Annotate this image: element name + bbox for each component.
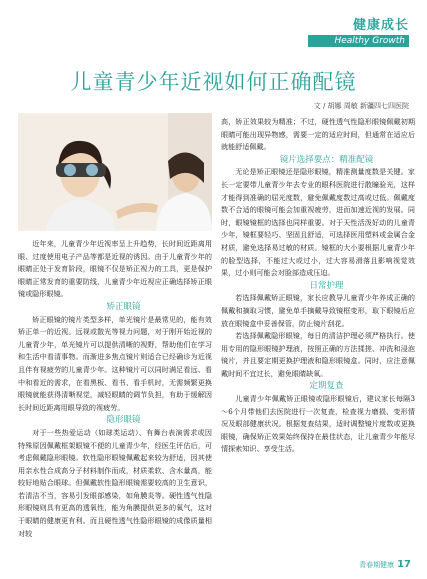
section-paragraph: 若选择佩戴隐形眼镜，每日的清洁护理必须严格执行。使用专用的隐形眼镜护理液，按照正确的方法揉搓、冲洗和浸泡镜片，并且要定期更换护理液和隐形眼镜盒。同时，应注意佩戴时间不宜过长，避免眼睛缺氧。 (221, 331, 415, 378)
article-column-right (221, 116, 415, 456)
column-title-en: Healthy Growth (308, 35, 409, 47)
section-paragraph: 儿童青少年佩戴矫正眼镜或隐形眼镜后，建议家长每隔3～6个月带他们去医院进行一次复查，检查视力磨损、变形情况及眼部健康状况。根据复查结果，适时调整镜片度数或更换眼镜，确保矫正效果始终保持在最佳状态，让儿童青少年能尽情探索知识、享受生活。 (221, 394, 415, 454)
eye-exam-illustration (18, 113, 212, 231)
section-heading-daily-care: 日常护理 (309, 280, 344, 291)
section-paragraph: 若选择佩戴矫正眼镜，家长应教导儿童青少年养成正确的佩戴和摘取习惯，避免单手摘戴导致镜框变形，取下眼镜后应放在眼镜盒中妥善保管，防止镜片刮花。 (221, 293, 415, 328)
column-tag (308, 14, 409, 47)
section-heading-contact-lenses: 隐形眼镜 (106, 415, 141, 426)
magazine-name: 青春期健康 (359, 561, 395, 569)
section-paragraph: 矫正眼镜的镜片类型多样，单光镜片是最常见的，能有效矫正单一的近视。远视或散光等视力问题，对于刚开始近视的儿童青少年，单光镜片可以提供清晰的视野，帮助他们在学习和生活中看清事物。而渐进多焦点镜片则适合已经确诊为近视且伴有视疲劳的儿童青少年。这种镜片可以同时满足看远、看中和看近的需求，在看黑板、看书、看手机时，无需频繁更换眼镜就能获得清晰视觉，减轻眼睛的调节负担，有助于缓解因长时间近距离用眼导致的视疲劳。 (18, 314, 212, 412)
section-paragraph: 无论是矫正眼镜还是隐形眼镜，精准测量度数是关键。家长一定要带儿童青少年去专业的眼科医院进行散瞳验光，这样才能得到准确的屈光度数，避免佩戴度数过高或过低。佩戴度数不合适的眼镜可能会加重视疲劳，进而加速近视的发展。同时，眼镜镜框的选择也同样重要。对于天性活泼好动的儿童青少年，镜框要轻巧、坚固且舒适，可选择医用塑料或金属合金材质，避免选择易过敏的材质。镜框的大小要根据儿童青少年的脸型选择，不能过大或过小，过大容易滑落且影响视觉效果，过小则可能会对脸部造成压迫。 (221, 167, 415, 278)
section-heading-checkup: 定期复查 (309, 381, 344, 392)
article-column-left (18, 238, 212, 540)
article-title: 儿童青少年近视如何正确配镜 (70, 70, 357, 94)
article-byline: 文 / 胡娜 周敏 新疆四七四医院 (313, 102, 409, 110)
intro-paragraph: 近年来，儿童青少年近视率呈上升趋势，长时间近距离用眼、过度使用电子产品等都是近视的诱因。由于儿童青少年的眼睛正处于发育阶段，眼镜不仅是矫正视力的工具，更是保护眼睛正常发育的重要防线，儿童青少年近视应正确选择矫正眼镜或隐形眼镜。 (18, 239, 212, 299)
page-footer (359, 559, 411, 570)
eye-exam-photo (18, 113, 212, 231)
continued-paragraph: 高，矫正效果较为精准；不过，硬性透气性隐形眼镜佩戴初期眼睛可能出现异物感，需要一定的适应时间，但通常在适应后就能舒适佩戴。 (221, 117, 415, 152)
section-heading-lens-selection: 镜片选择要点：精准配镜 (279, 154, 374, 165)
column-title-cn: 健康成长 (352, 18, 409, 33)
section-heading-corrective-glasses: 矫正眼镜 (106, 301, 141, 312)
section-paragraph: 对于一些热爱运动（如球类运动）、有舞台表演需求或因特殊原因佩戴框架眼镜不便的儿童青少年，经医生评估后，可考虑佩戴隐形眼镜。软性隐形眼镜佩戴起来较为舒适，因其使用亲水性合成高分子材料制作而成，材质柔软、含水量高，能较好地贴合眼球。但佩戴软性隐形眼镜需要较高的卫生意识，若清洁不当，容易引发眼部感染，如角膜炎等。硬性透气性隐形眼镜则具有更高的透氧性，能为角膜提供更多的氧气，这对于眼睛的健康更有利。而且硬性透气性隐形眼镜的成像质量相对较 (18, 427, 212, 538)
page-number: 17 (397, 559, 411, 570)
